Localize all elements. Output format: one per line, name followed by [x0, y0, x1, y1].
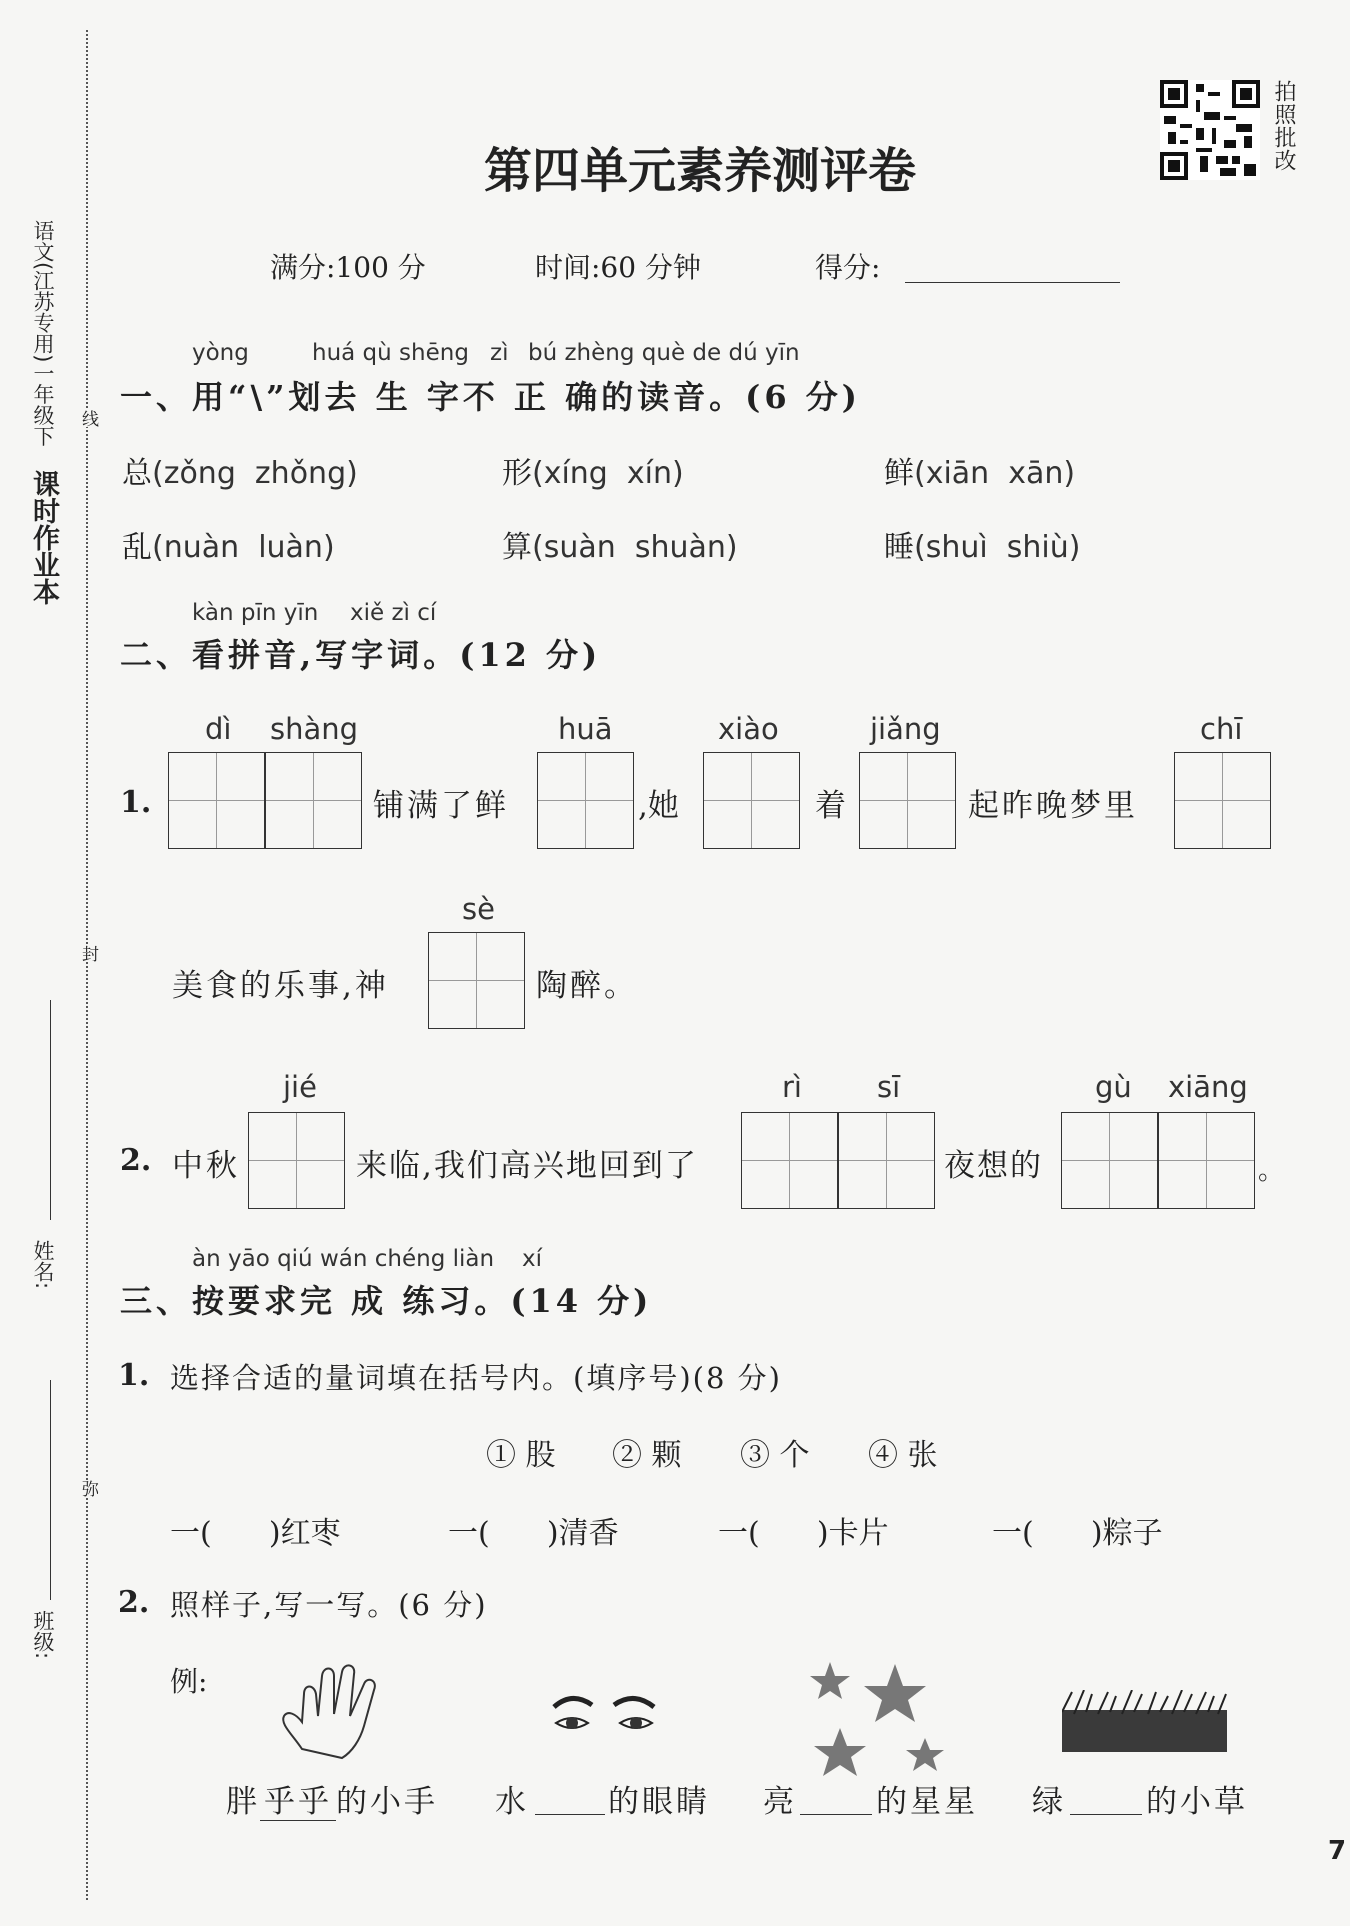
q2-text-4: 。: [1258, 1156, 1285, 1186]
blank-grass[interactable]: [1070, 1814, 1142, 1815]
s1-item-4[interactable]: 乱(nuàn luàn): [122, 530, 335, 565]
s2-pinyin-1: kàn pīn yīn: [192, 600, 319, 626]
cut-line-mark: 线: [76, 410, 101, 427]
name-label: 姓名:: [31, 1240, 55, 1290]
cut-seal-mark: 封: [76, 945, 101, 962]
phrase-stars-post: 的星星: [876, 1784, 978, 1820]
qr-caption: 拍照批改: [1271, 80, 1296, 172]
name-underline[interactable]: [50, 1000, 51, 1220]
s1-pinyin-1: yòng: [192, 340, 249, 366]
cut-mi-mark: 弥: [76, 1480, 101, 1497]
write-box-jie[interactable]: [248, 1112, 345, 1209]
s1-pinyin-2: huá qù shēng: [312, 340, 469, 366]
q2-py-xiang: xiāng: [1168, 1070, 1248, 1104]
binding-dotted-line: [86, 30, 88, 1900]
score-label: 得分:: [815, 251, 881, 284]
phrase-eyes: 水: [495, 1784, 529, 1820]
phrase-example: 胖 乎乎 的小手: [226, 1784, 438, 1820]
write-box-jiang[interactable]: [859, 752, 956, 849]
write-box-si[interactable]: [838, 1112, 935, 1209]
q1-py-hua: huā: [558, 712, 613, 746]
section3-title: 三、按要求完 成 练习。(14 分): [120, 1282, 653, 1320]
q2-py-ri: rì: [782, 1070, 802, 1104]
phrase-grass-post: 的小草: [1146, 1784, 1248, 1820]
blank-card[interactable]: 一( )卡片: [718, 1516, 889, 1551]
q1-text-3: 着: [815, 788, 846, 824]
phrase-eyes-post: 的眼睛: [608, 1784, 710, 1820]
s1-item-1[interactable]: 总(zǒng zhǒng): [122, 456, 358, 491]
write-box-di[interactable]: [168, 752, 265, 849]
q1-py-jiang: jiǎng: [870, 712, 941, 746]
s1-item-5[interactable]: 算(suàn shuàn): [502, 530, 738, 565]
option-3: ③ 个: [740, 1438, 810, 1473]
full-score: 满分:100 分: [270, 251, 426, 284]
eyes-illustration: [550, 1685, 660, 1745]
s1-pinyin-4: bú zhèng què de dú yīn: [528, 340, 800, 366]
s1-item-2[interactable]: 形(xíng xín): [502, 456, 684, 491]
write-box-se[interactable]: [428, 932, 525, 1029]
blank-eyes[interactable]: [535, 1814, 605, 1815]
page-title: 第四单元素养测评卷: [483, 143, 916, 199]
write-box-gu[interactable]: [1061, 1112, 1158, 1209]
write-box-hua[interactable]: [537, 752, 634, 849]
s1-item-6[interactable]: 睡(shuì shiù): [884, 530, 1081, 565]
blank-stars[interactable]: [800, 1814, 872, 1815]
q2-py-gu: gù: [1095, 1070, 1132, 1104]
write-box-chi[interactable]: [1174, 752, 1271, 849]
s3-pinyin-1: àn yāo qiú wán chéng liàn: [192, 1246, 495, 1272]
q1-number: 1.: [120, 785, 152, 820]
option-1: ① 股: [486, 1438, 556, 1473]
q1-py-xiao: xiào: [718, 712, 779, 746]
q1-line2-text-1: 美食的乐事,神: [172, 968, 389, 1004]
blank-red-dates[interactable]: 一( )红枣: [170, 1516, 341, 1551]
s2-pinyin-2: xiě zì cí: [350, 600, 437, 626]
q1-py-se: sè: [462, 892, 495, 926]
hand-illustration: [272, 1654, 412, 1764]
s3-q2-text: 照样子,写一写。(6 分): [170, 1588, 488, 1622]
write-box-xiang[interactable]: [1158, 1112, 1255, 1209]
q1-py-di: dì: [205, 712, 232, 746]
q1-py-chi: chī: [1200, 712, 1243, 746]
grass-illustration: [1062, 1690, 1227, 1752]
q2-text-2: 来临,我们高兴地回到了: [356, 1148, 698, 1184]
class-label: 班级:: [31, 1610, 55, 1660]
q1-line2-text-2: 陶醉。: [536, 968, 638, 1004]
s1-pinyin-3: zì: [490, 340, 509, 366]
q2-py-si: sī: [877, 1070, 901, 1104]
option-2: ② 颗: [612, 1438, 682, 1473]
s3-q1-text: 选择合适的量词填在括号内。(填序号)(8 分): [170, 1361, 782, 1395]
phrase-grass: 绿: [1032, 1784, 1063, 1820]
s3-q2-number: 2.: [118, 1585, 150, 1620]
blank-zongzi[interactable]: 一( )粽子: [992, 1516, 1163, 1551]
q2-number: 2.: [120, 1143, 152, 1178]
s3-q1-number: 1.: [118, 1358, 150, 1393]
qr-code-icon[interactable]: [1160, 80, 1260, 180]
blank-fragrance[interactable]: 一( )清香: [448, 1516, 619, 1551]
s1-item-3[interactable]: 鲜(xiān xān): [884, 456, 1076, 491]
subject-label: 语文(江苏专用)一年级下: [31, 220, 55, 447]
exam-time: 时间:60 分钟: [535, 251, 701, 284]
q2-text-1: 中秋: [172, 1148, 240, 1184]
brand-label: 课时作业本: [28, 470, 59, 605]
write-box-shang[interactable]: [265, 752, 362, 849]
q1-text-1: 铺满了鲜: [373, 788, 509, 824]
write-box-xiao[interactable]: [703, 752, 800, 849]
example-label: 例:: [170, 1665, 208, 1698]
write-box-ri[interactable]: [741, 1112, 838, 1209]
q1-py-shang: shàng: [270, 712, 359, 746]
q1-text-4: 起昨晚梦里: [968, 788, 1138, 824]
stars-illustration: [810, 1662, 960, 1782]
q2-py-jie: jié: [283, 1070, 317, 1104]
page-number: 7: [1328, 1836, 1347, 1866]
q2-text-3: 夜想的: [944, 1148, 1043, 1184]
section1-title: 一、用“\”划去 生 字不 正 确的读音。(6 分): [120, 378, 861, 416]
option-4: ④ 张: [868, 1438, 938, 1473]
s3-pinyin-2: xí: [522, 1246, 543, 1272]
class-underline[interactable]: [50, 1380, 51, 1600]
phrase-stars: 亮: [763, 1784, 794, 1820]
score-blank[interactable]: [905, 282, 1120, 283]
q1-text-2: ,她: [638, 788, 679, 824]
section2-title: 二、看拼音,写字词。(12 分): [120, 636, 602, 674]
